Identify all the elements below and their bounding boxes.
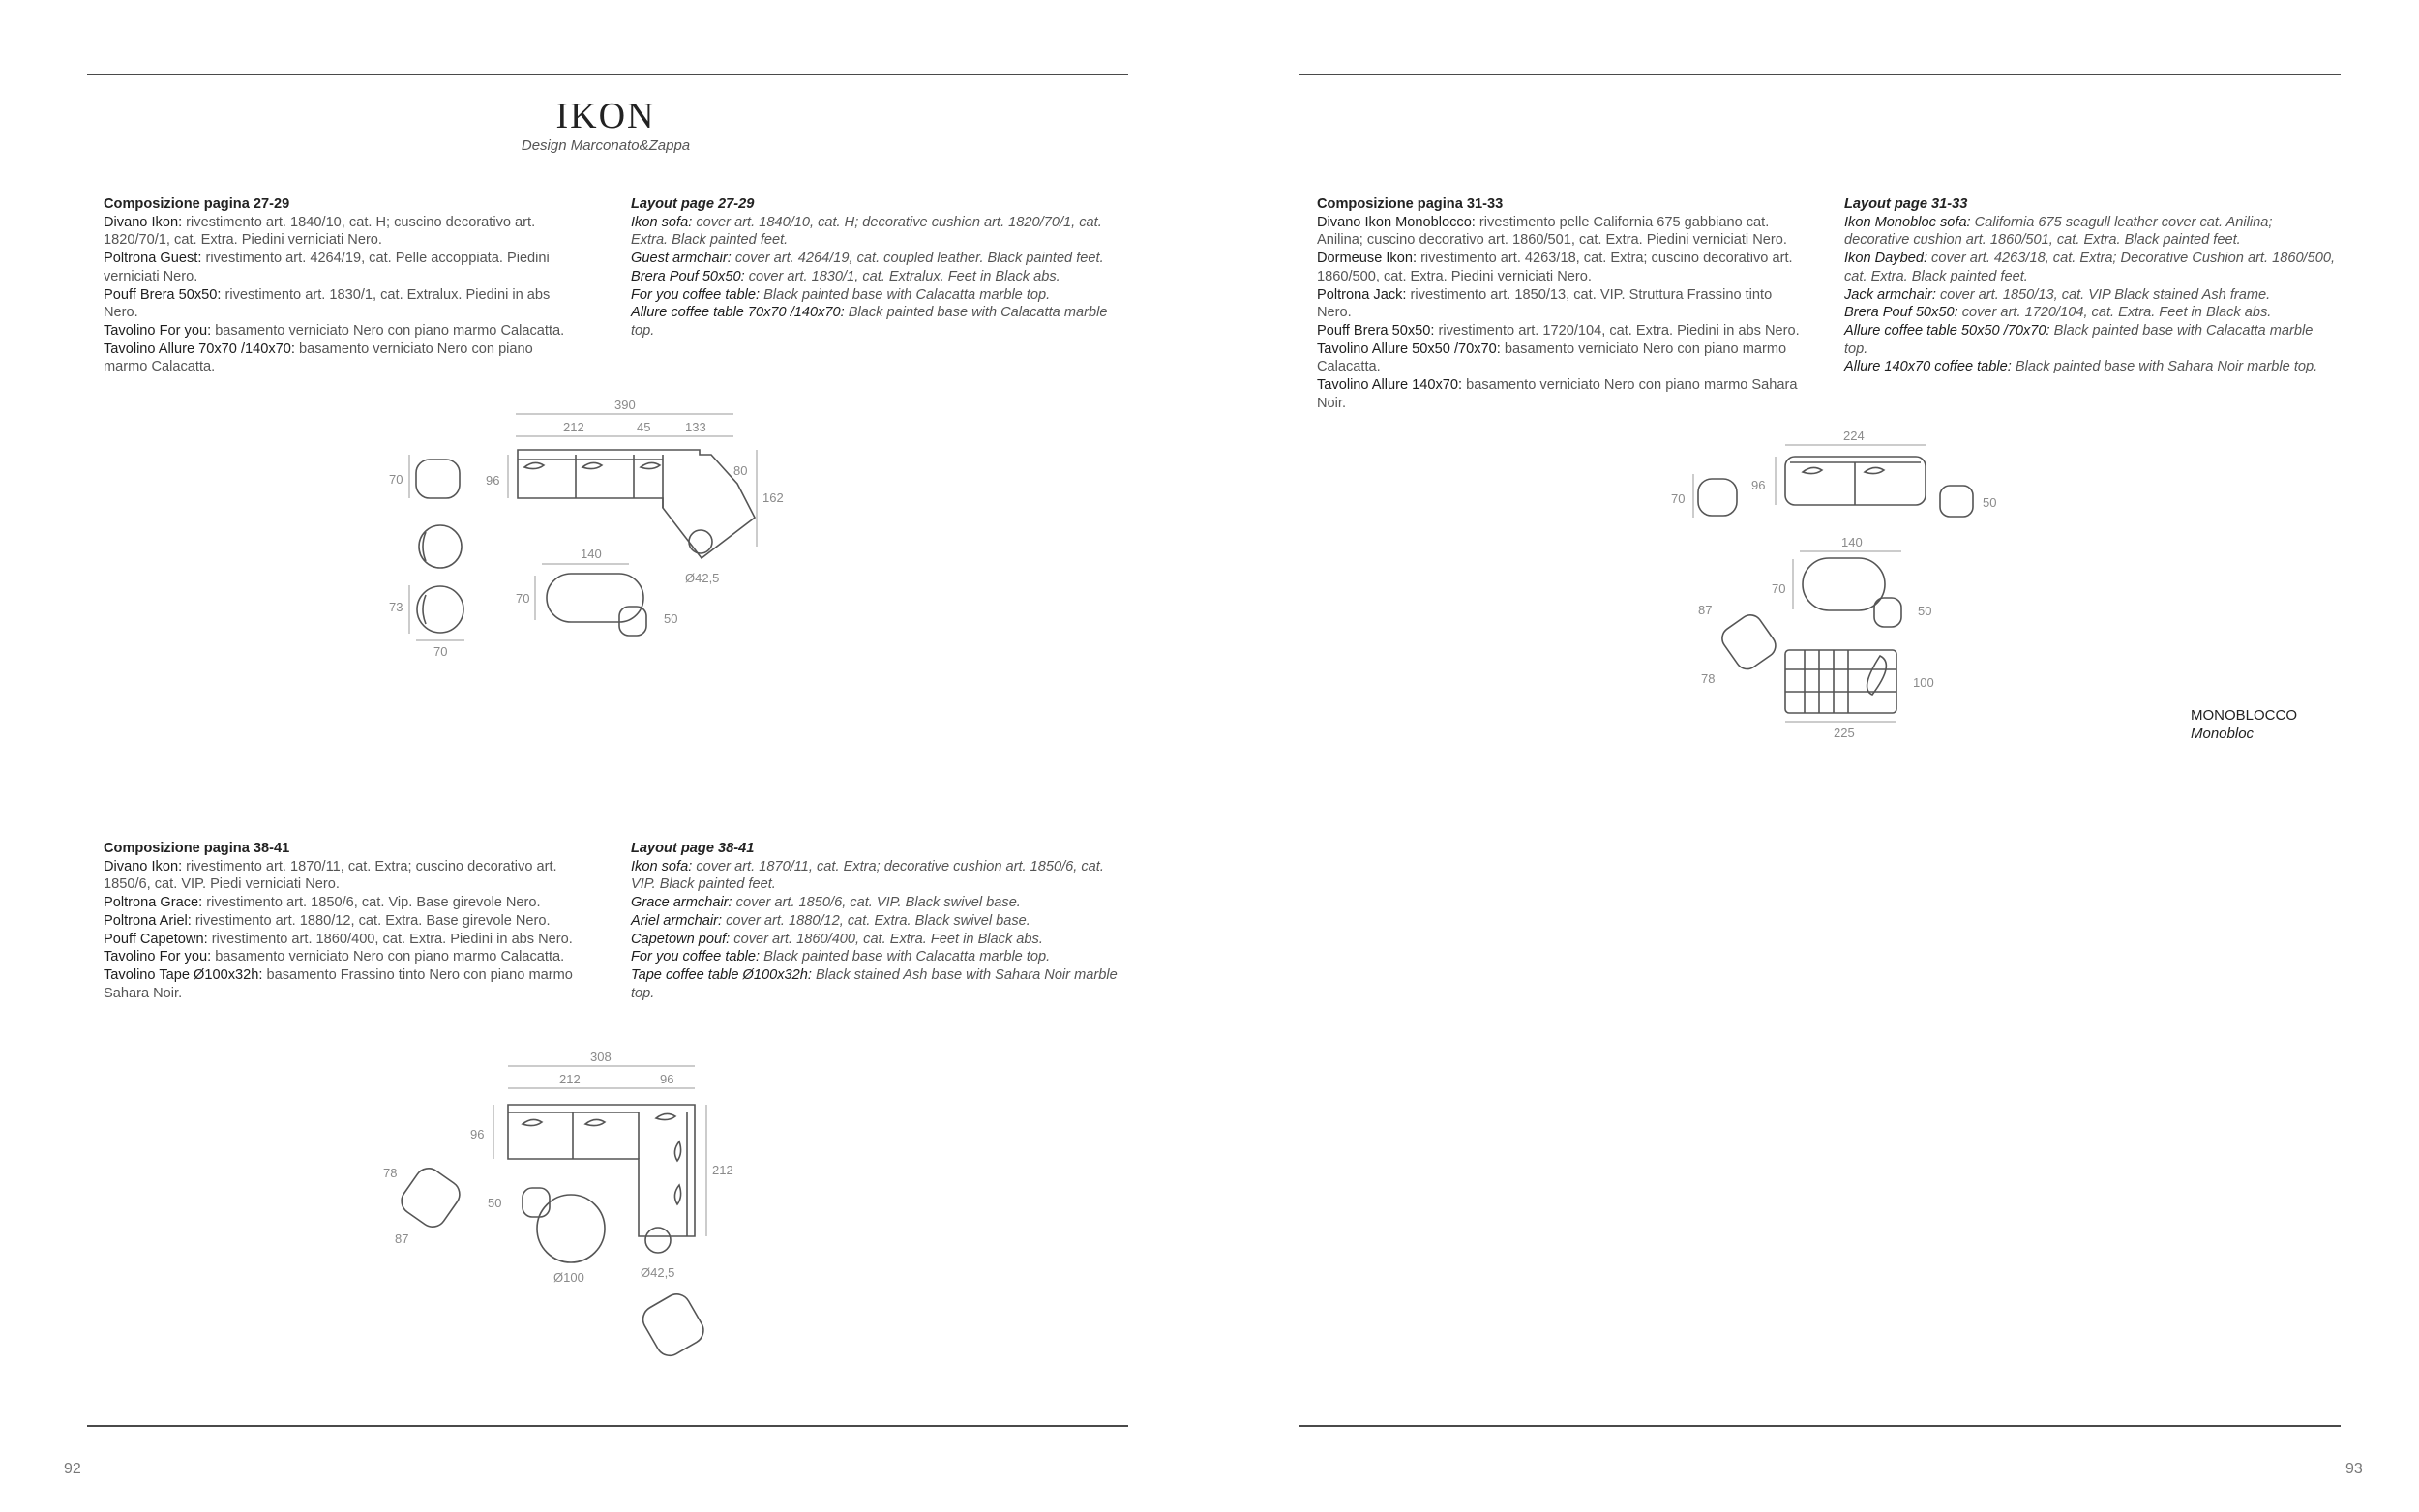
item-text: Black painted base with Calacatta marble top.: [760, 286, 1051, 303]
item-text: rivestimento art. 1850/13, cat. VIP. Struttura Frassino tinto Nero.: [1317, 286, 1773, 321]
plan-dim: 100: [1913, 675, 1934, 690]
plan-dim: 87: [1698, 603, 1713, 617]
composition-item: [104, 948, 597, 966]
plan-dim: 162: [762, 490, 784, 505]
plan-dim: 96: [470, 1127, 485, 1141]
item-text: basamento verniciato Nero con piano marmo Calacatta.: [104, 341, 533, 375]
item-label: Tavolino For you:: [104, 949, 212, 965]
composition-item: [104, 322, 578, 341]
item-text: basamento verniciato Nero con piano marmo Calacatta.: [211, 322, 565, 339]
monobloc-label-it: MONOBLOCCO: [2191, 707, 2298, 724]
item-label: Allure coffee table 70x70 /140x70:: [631, 305, 845, 321]
item-text: cover art. 1850/6, cat. VIP. Black swivel base.: [732, 895, 1021, 911]
item-label: Pouff Brera 50x50:: [1317, 322, 1435, 339]
item-label: Ikon sofa:: [631, 214, 693, 230]
item-text: cover art. 1840/10, cat. H; decorative cushion art. 1820/70/1, cat. Extra. Black painted feet.: [631, 214, 1102, 249]
composition-item: [1317, 286, 1801, 322]
composition-item: [1844, 286, 2338, 305]
composition-item: [631, 948, 1124, 966]
item-text: cover art. 1830/1, cat. Extralux. Feet in Black abs.: [744, 268, 1060, 284]
item-label: Dormeuse Ikon:: [1317, 251, 1418, 267]
item-text: Black painted base with Calacatta marble top.: [760, 949, 1051, 965]
item-label: Divano Ikon:: [104, 214, 183, 230]
item-text: cover art. 1720/104, cat. Extra. Feet in Black abs.: [1957, 305, 2272, 321]
top-rule-left: [87, 74, 1128, 75]
composition-27-29-it: [104, 195, 578, 376]
item-label: For you coffee table:: [631, 949, 761, 965]
plan-dim: 390: [614, 398, 636, 412]
collection-title: IKON: [555, 96, 656, 136]
item-label: Brera Pouf 50x50:: [631, 268, 745, 284]
item-text: Black painted base with Calacatta marble top.: [631, 305, 1108, 339]
page-number-right: 93: [2345, 1461, 2363, 1477]
item-label: Tape coffee table Ø100x32h:: [631, 966, 812, 983]
composition-item: [1317, 322, 1801, 341]
composition-item: [1317, 214, 1801, 250]
plan-dim: 87: [395, 1231, 409, 1246]
item-label: Tavolino Allure 140x70:: [1317, 377, 1463, 394]
composition-item: [631, 214, 1124, 250]
item-label: Pouff Capetown:: [104, 931, 208, 947]
composition-heading: Composizione pagina 31-33: [1317, 196, 1504, 212]
item-text: rivestimento art. 1850/6, cat. Vip. Base girevole Nero.: [202, 895, 541, 911]
plan-dim: Ø42,5: [641, 1265, 675, 1280]
page-number-left: 92: [64, 1461, 81, 1477]
composition-heading: Layout page 38-41: [631, 841, 755, 856]
composition-item: [1844, 304, 2338, 322]
composition-item: [631, 931, 1124, 949]
floor-plan-38-41: [368, 1045, 735, 1393]
item-label: Guest armchair:: [631, 251, 732, 267]
plan-dim: 70: [1671, 491, 1686, 506]
item-label: Tavolino Allure 50x50 /70x70:: [1317, 341, 1501, 357]
item-text: rivestimento art. 1830/1, cat. Extralux. Piedini in abs Nero.: [104, 286, 551, 321]
composition-item: [631, 250, 1124, 268]
item-label: Pouff Brera 50x50:: [104, 286, 222, 303]
composition-item: [1317, 376, 1801, 412]
item-label: Tavolino For you:: [104, 322, 212, 339]
item-label: Divano Ikon:: [104, 858, 183, 875]
composition-31-33-it: [1317, 195, 1801, 412]
composition-item: [104, 250, 578, 285]
item-text: cover art. 4264/19, cat. coupled leather. Black painted feet.: [731, 251, 1104, 267]
composition-item: [1317, 341, 1801, 376]
item-label: Ikon Daybed:: [1844, 251, 1927, 267]
composition-item: [631, 858, 1124, 894]
item-label: Divano Ikon Monoblocco:: [1317, 214, 1476, 230]
plan-dim: 78: [1701, 671, 1716, 686]
plan-dim: Ø100: [553, 1270, 584, 1285]
plan-dim: 50: [1983, 495, 1997, 510]
plan-dim: 133: [685, 420, 706, 434]
item-label: Ikon Monobloc sofa:: [1844, 214, 1971, 230]
item-label: Tavolino Allure 70x70 /140x70:: [104, 341, 295, 357]
monobloc-caption: [2191, 706, 2297, 743]
plan-dim: 212: [712, 1163, 733, 1177]
composition-item: [104, 894, 597, 912]
composition-item: [631, 268, 1124, 286]
item-label: Grace armchair:: [631, 895, 732, 911]
item-label: Allure 140x70 coffee table:: [1844, 359, 2012, 375]
plan-dim: 140: [1841, 535, 1863, 549]
item-text: rivestimento art. 4263/18, cat. Extra; cuscino decorativo art. 1860/500, cat. Extra. Piedini verniciati Nero.: [1317, 251, 1793, 284]
composition-heading: Layout page 27-29: [631, 196, 755, 212]
composition-item: [104, 858, 597, 894]
item-text: cover art. 4263/18, cat. Extra; Decorative Cushion art. 1860/500, cat. Extra. Black painted feet.: [1844, 251, 2336, 284]
item-text: cover art. 1860/400, cat. Extra. Feet in Black abs.: [730, 931, 1043, 947]
item-text: cover art. 1850/13, cat. VIP Black stained Ash frame.: [1935, 286, 2271, 303]
plan-dim: 140: [581, 547, 602, 561]
plan-dim: 225: [1834, 726, 1855, 740]
plan-dim: 224: [1843, 429, 1865, 443]
composition-heading: Composizione pagina 27-29: [104, 196, 290, 212]
plan-dim: 96: [660, 1072, 674, 1086]
item-label: Tavolino Tape Ø100x32h:: [104, 966, 263, 983]
item-label: Jack armchair:: [1844, 286, 1936, 303]
composition-27-29-en: [631, 195, 1124, 341]
plan-dim: 73: [389, 600, 403, 614]
item-text: rivestimento art. 1720/104, cat. Extra. Piedini in abs Nero.: [1434, 322, 1800, 339]
item-label: For you coffee table:: [631, 286, 761, 303]
composition-item: [104, 912, 597, 931]
bottom-rule-left: [87, 1425, 1128, 1427]
item-text: Black stained Ash base with Sahara Noir marble top.: [631, 966, 1118, 1001]
item-text: rivestimento art. 1860/400, cat. Extra. Piedini in abs Nero.: [207, 931, 573, 947]
plan-dim: 70: [1772, 581, 1786, 596]
top-rule-right: [1299, 74, 2341, 75]
item-text: basamento verniciato Nero con piano marmo Calacatta.: [211, 949, 565, 965]
composition-item: [104, 214, 578, 250]
plan-dim: 96: [1751, 478, 1766, 492]
item-text: Black painted base with Calacatta marble top.: [1844, 322, 2314, 357]
designer-credit: Design Marconato&Zappa: [521, 137, 691, 154]
item-text: cover art. 1870/11, cat. Extra; decorative cushion art. 1850/6, cat. VIP. Black painted feet.: [631, 858, 1104, 893]
composition-item: [1844, 358, 2338, 376]
plan-dim: 80: [733, 463, 748, 478]
item-text: rivestimento art. 1840/10, cat. H; cuscino decorativo art. 1820/70/1, cat. Extra. Piedini verniciati Nero.: [104, 214, 536, 249]
item-label: Brera Pouf 50x50:: [1844, 305, 1958, 321]
composition-item: [104, 286, 578, 322]
item-text: Black painted base with Sahara Noir marble top.: [2011, 359, 2318, 375]
plan-dim: 78: [383, 1166, 398, 1180]
composition-item: [104, 931, 597, 949]
plan-dim: 50: [1918, 604, 1932, 618]
item-label: Allure coffee table 50x50 /70x70:: [1844, 322, 2050, 339]
item-label: Poltrona Jack:: [1317, 286, 1407, 303]
item-label: Capetown pouf:: [631, 931, 731, 947]
composition-heading: Layout page 31-33: [1844, 196, 1968, 212]
item-label: Poltrona Grace:: [104, 895, 203, 911]
item-text: rivestimento pelle California 675 gabbiano cat. Anilina; cuscino decorativo art. 1860/501, cat. Extra. Piedini verniciati Nero.: [1317, 214, 1787, 249]
composition-heading: Composizione pagina 38-41: [104, 841, 290, 856]
item-label: Poltrona Ariel:: [104, 912, 192, 929]
item-label: Poltrona Guest:: [104, 251, 202, 267]
composition-item: [631, 912, 1124, 931]
bottom-rule-right: [1299, 1425, 2341, 1427]
composition-item: [1844, 322, 2338, 358]
plan-dim: 96: [486, 473, 500, 488]
monobloc-label-en: Monobloc: [2191, 726, 2255, 742]
composition-31-33-en: [1844, 195, 2338, 376]
composition-item: [631, 304, 1124, 340]
plan-dim: 45: [637, 420, 651, 434]
plan-dim: 70: [389, 472, 403, 487]
composition-item: [631, 966, 1124, 1002]
item-text: California 675 seagull leather cover cat. Anilina; decorative cushion art. 1860/501, cat. Extra. Black painted feet.: [1844, 214, 2273, 249]
composition-38-41-it: [104, 840, 597, 1002]
floor-plan-31-33: [1659, 426, 2017, 745]
item-text: rivestimento art. 1880/12, cat. Extra. Base girevole Nero.: [191, 912, 551, 929]
plan-dim: 70: [516, 591, 530, 606]
plan-dim: Ø42,5: [685, 571, 720, 585]
composition-item: [1844, 214, 2338, 250]
composition-38-41-en: [631, 840, 1124, 1002]
composition-item: [631, 286, 1124, 305]
item-label: Ariel armchair:: [631, 912, 723, 929]
item-text: basamento verniciato Nero con piano marmo Calacatta.: [1317, 341, 1787, 375]
item-text: rivestimento art. 1870/11, cat. Extra; cuscino decorativo art. 1850/6, cat. VIP. Piedi verniciati Nero.: [104, 858, 557, 893]
plan-dim: 50: [664, 611, 678, 626]
plan-dim: 212: [563, 420, 584, 434]
plan-dim: 70: [433, 644, 448, 659]
composition-item: [104, 966, 597, 1002]
plan-dim: 50: [488, 1196, 502, 1210]
item-text: basamento verniciato Nero con piano marmo Sahara Noir.: [1317, 377, 1798, 411]
composition-item: [1844, 250, 2338, 285]
item-text: rivestimento art. 4264/19, cat. Pelle accoppiata. Piedini verniciati Nero.: [104, 251, 550, 284]
item-label: Ikon sofa:: [631, 858, 693, 875]
item-text: cover art. 1880/12, cat. Extra. Black swivel base.: [722, 912, 1030, 929]
item-text: basamento Frassino tinto Nero con piano marmo Sahara Noir.: [104, 966, 573, 1001]
composition-item: [1317, 250, 1801, 285]
composition-item: [104, 341, 578, 376]
composition-item: [631, 894, 1124, 912]
plan-dim: 212: [559, 1072, 581, 1086]
plan-dim: 308: [590, 1050, 612, 1064]
floor-plan-27-29: [377, 392, 784, 672]
